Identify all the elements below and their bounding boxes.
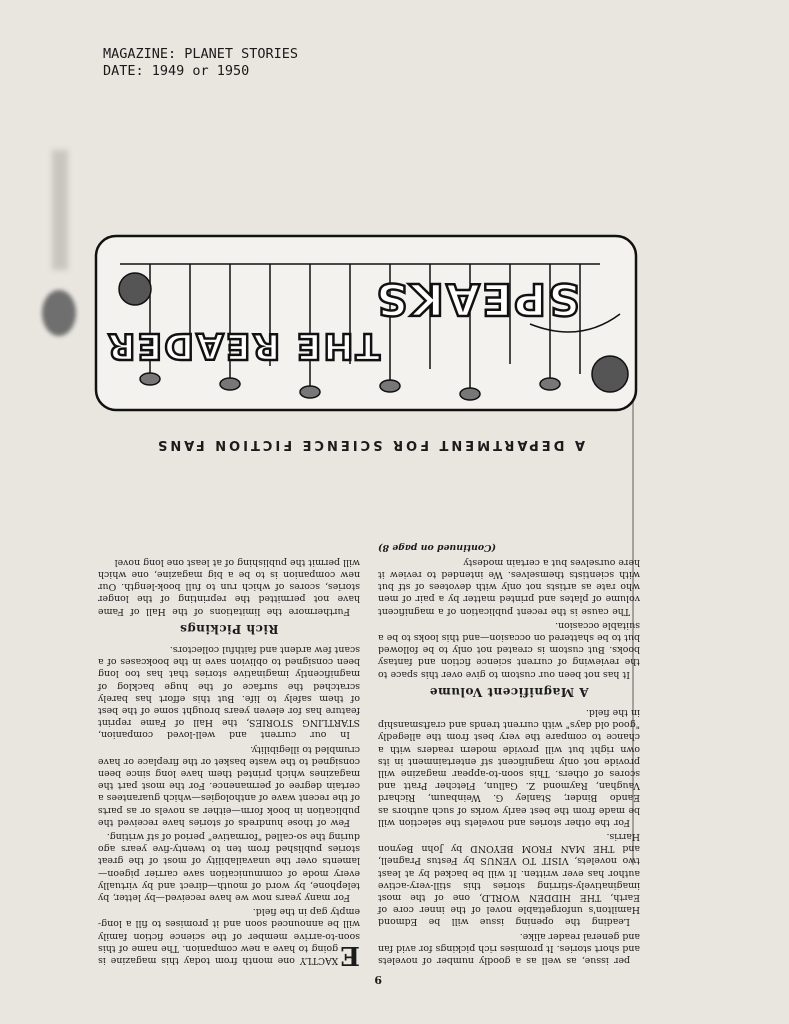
subheading: A Magnificent Volume bbox=[429, 684, 589, 699]
paragraph: Few of those hundreds of stories have received the publication in book form—either as novels or as parts of the recent wave of anthologies—which guarantees a certain degree of permanence. For the most part the magazines which printed them have long since been consigned to the waste basket or the fireplace or have crumbled to illegibility. bbox=[98, 743, 360, 828]
paragraph: per issue, as well as a goodly number of novelets and short stories. It promises rich pickings for avid fan and general reader alike. bbox=[377, 930, 640, 966]
paragraph: For the other stories and novelets the selection will be made from the best early works of such authors as Eando Binder, Stanley G. Weinbaum, Richard Vaughan, Raymond Z. Gallun, Fletcher Pratt and scores of others. This soon-to-appear magazine will provide not only magnificent stf entertainment in its own right but will provide modern readers with a chance to compare the very best from the allegedly "good old days" with current trends and craftsmanship in the field. bbox=[378, 706, 640, 828]
document-header bbox=[103, 46, 298, 80]
paragraph: XACTLY one month from today this magazine is going to have a new companion. The name of this soon-to-arrive member of the science fiction family will be announced soon and it promises to fill a long-empty gap in the field. bbox=[98, 906, 360, 966]
paragraph: For many years now we have received—by letter, by telephone, by word of mouth—direct and by virtually every mode of communication save carrier pigeon—laments over the unavailability of most of the great stories published from ten to twenty-five years ago during the so-called "formative" period of stf writing. bbox=[98, 830, 360, 903]
scan-shadow bbox=[52, 150, 68, 270]
paragraph: The cause is the recent publication of a magnificent volume of plates and printed matter by a pair of men who rate as artists not only with devotees of stf but with scientists themselves. We intended to review it here ourselves but a certain modesty bbox=[378, 556, 640, 617]
punch-hole-smudge bbox=[42, 290, 76, 336]
reader-speaks-illustration bbox=[92, 232, 640, 414]
paragraph: In our current and well-loved companion, STARTLING STORIES, the Hall of Fame reprint feature has for eleven years brought some of the best of them safely to life. But this effort has barely scratched the surface of the huge backlog of magnificently imaginative stories that has too long been consigned to oblivion save in the bookcases of a scant few ardent and faithful collectors. bbox=[98, 643, 360, 741]
drop-cap: E bbox=[340, 940, 360, 970]
continued-note: (Continued on page 8) bbox=[378, 542, 496, 554]
paragraph: Leading the opening issue will be Edmond Hamilton's unforgettable novel of the inner core of Earth, THE HIDDEN WORLD, one of the most imaginatively-stirring stories this still-very-active author has ever written. It will be backed by at least two novelets, VISIT TO VENUS by Festus Pragnell, and THE MAN FROM BEYOND by John Beynon Harris. bbox=[378, 830, 640, 928]
paragraph: It has not been our custom to give over this space to the reviewing of current science fiction and fantasy books. But custom is created not only to be followed but to be shattered on occasion—and this looks to be a suitable occasion. bbox=[378, 619, 640, 680]
page-number: 9 bbox=[374, 973, 382, 986]
right-column bbox=[378, 539, 640, 966]
speaks-title: SPEAKS bbox=[374, 273, 580, 324]
magazine-line: MAGAZINE: PLANET STORIES bbox=[103, 46, 299, 62]
left-column bbox=[98, 554, 360, 970]
rotated-magazine-page bbox=[92, 232, 640, 992]
date-line: DATE: 1949 or 1950 bbox=[103, 63, 250, 79]
reader-title: THE READER bbox=[105, 325, 380, 366]
subheading: Rich Pickings bbox=[179, 621, 279, 636]
paragraph: Furthermore the limitations of the Hall of Fame have not permitted the reprinting of the longer stories, scores of which run to full book-length. Our new companion is to be a big magazine, one which will permit the publishing of at least one long novel bbox=[98, 556, 360, 617]
department-line: A DEPARTMENT FOR SCIENCE FICTION FANS bbox=[154, 437, 586, 452]
